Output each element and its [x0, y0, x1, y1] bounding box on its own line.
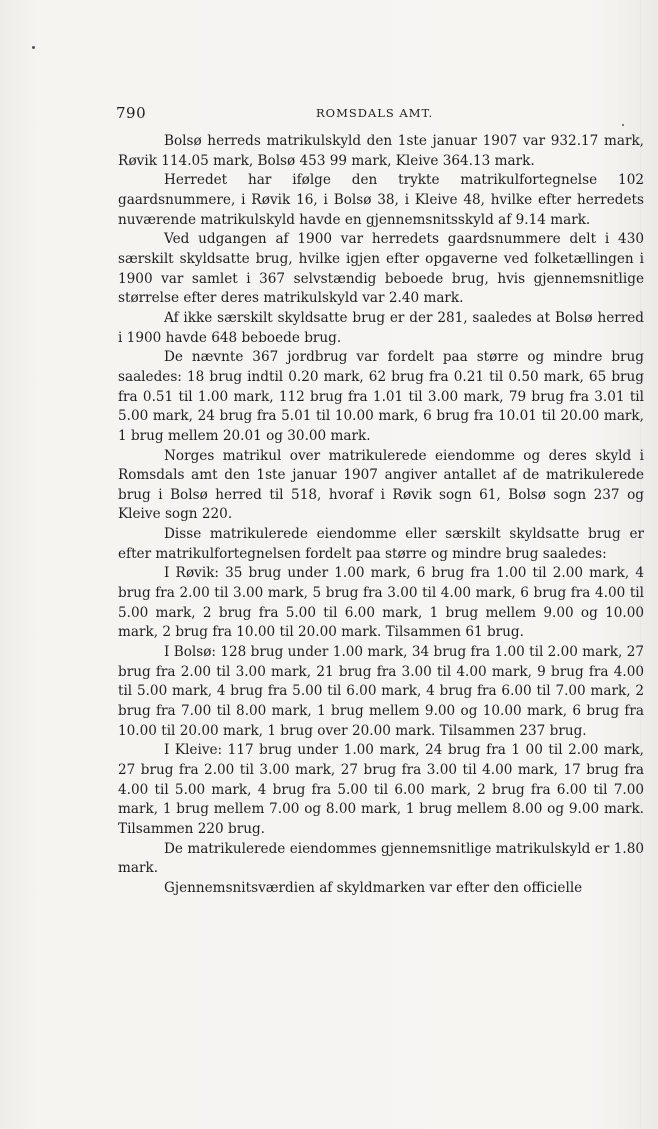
paragraph: Ved udgangen af 1900 var herredets gaardsnummere delt i 430 særskilt skyldsatte brug, hvilke igjen efter opgaverne ved folketællingen i 1900 var samlet i 367 selvstændig beboede brug, hvis gjennemsnitlige størrelse efter deres matrikulskyld var 2.40 mark.	[118, 231, 644, 307]
paragraph: Disse matrikulerede eiendomme eller særskilt skyldsatte brug er efter matrikulfortegnelsen fordelt paa større og mindre brug saaledes:	[118, 526, 644, 562]
paragraph: I Kleive: 117 brug under 1.00 mark, 24 brug fra 1 00 til 2.00 mark, 27 brug fra 2.00 til 3.00 mark, 27 brug fra 3.00 til 4.00 mark, 17 brug fra 4.00 til 5.00 mark, 4 brug fra 5.00 til 6.00 mark, 2 brug fra 6.00 til 7.00 mark, 1 brug mellem 7.00 og 8.00 mark, 1 brug mellem 8.00 og 9.00 mark. Tilsammen 220 brug.	[118, 742, 644, 837]
paragraph: I Røvik: 35 brug under 1.00 mark, 6 brug fra 1.00 til 2.00 mark, 4 brug fra 2.00 til 3.00 mark, 5 brug fra 3.00 til 4.00 mark, 6 brug fra 4.00 til 5.00 mark, 2 brug fra 5.00 til 6.00 mark, 1 brug mellem 9.00 og 10.00 mark, 2 brug fra 10.00 til 20.00 mark. Tilsammen 61 brug.	[118, 565, 644, 641]
paragraph: De matrikulerede eiendommes gjennemsnitlige matrikulskyld er 1.80 mark.	[118, 840, 644, 877]
page-number: 790	[116, 104, 147, 122]
speck	[32, 46, 35, 49]
body-text	[118, 132, 644, 899]
running-head: ROMSDALS AMT.	[316, 106, 434, 120]
paragraph: Bolsø herreds matrikulskyld den 1ste januar 1907 var 932.17 mark, Røvik 114.05 mark, Bolsø 453 99 mark, Kleive 364.13 mark.	[118, 133, 644, 169]
paragraph: Af ikke særskilt skyldsatte brug er der 281, saaledes at Bolsø herred i 1900 havde 648 beboede brug.	[118, 309, 644, 346]
paragraph: Gjennemsnitsværdien af skyldmarken var efter den officielle	[164, 879, 583, 896]
paragraph: De nævnte 367 jordbrug var fordelt paa større og mindre brug saaledes: 18 brug indtil 0.20 mark, 62 brug fra 0.21 til 0.50 mark, 65 brug fra 0.51 til 1.00 mark, 112 brug fra 1.01 til 3.00 mark, 79 brug fra 3.01 til 5.00 mark, 24 brug fra 5.01 til 10.00 mark, 6 brug fra 10.01 til 20.00 mark, 1 brug mellem 20.01 og 30.00 mark.	[118, 349, 644, 444]
paragraph: Norges matrikul over matrikulerede eiendomme og deres skyld i Romsdals amt den 1ste januar 1907 angiver antallet af de matrikulerede brug i Bolsø herred til 518, hvoraf i Røvik sogn 61, Bolsø sogn 237 og Kleive sogn 220.	[118, 447, 644, 523]
paragraph: I Bolsø: 128 brug under 1.00 mark, 34 brug fra 1.00 til 2.00 mark, 27 brug fra 2.00 til 3.00 mark, 21 brug fra 3.00 til 4.00 mark, 9 brug fra 4.00 til 5.00 mark, 4 brug fra 5.00 til 6.00 mark, 4 brug fra 6.00 til 7.00 mark, 2 brug fra 7.00 til 8.00 mark, 1 brug mellem 9.00 og 10.00 mark, 6 brug fra 10.00 til 20.00 mark, 1 brug over 20.00 mark. Tilsammen 237 brug.	[118, 644, 644, 739]
paragraph: Herredet har ifølge den trykte matrikulfortegnelse 102 gaardsnummere, i Røvik 16, i Bolsø 38, i Kleive 48, hvilke efter herredets nuværende matrikulskyld havde en gjennemsnitsskyld af 9.14 mark.	[118, 172, 644, 228]
speck	[622, 124, 624, 126]
